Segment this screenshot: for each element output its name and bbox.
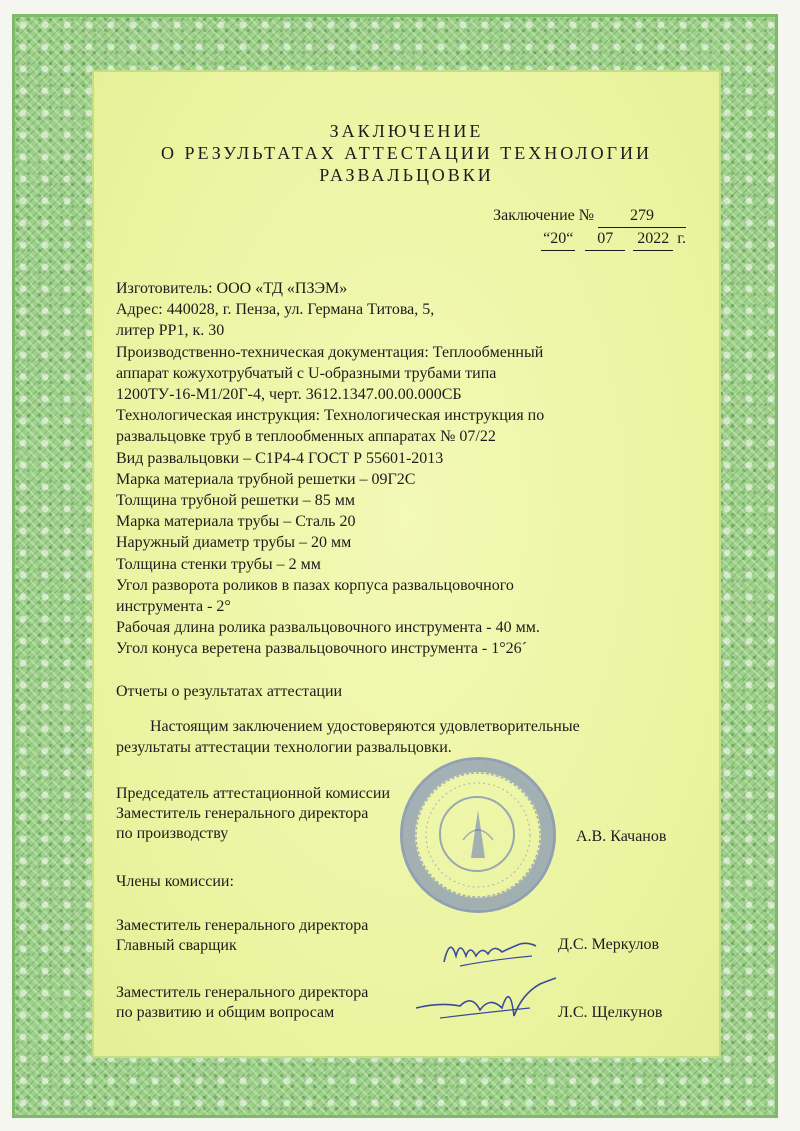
member2-title xyxy=(116,983,368,1023)
detail-line: Угол конуса веретена развальцовочного инструмента - 1°26´ xyxy=(116,640,527,658)
detail-line: Изготовитель: ООО «ТД «ПЗЭМ» xyxy=(116,280,348,297)
member1-name: Д.С. Меркулов xyxy=(558,936,660,953)
chair-name: А.В. Качанов xyxy=(576,828,667,845)
seal-core xyxy=(439,796,515,872)
conclusion-month: 07 xyxy=(585,228,625,251)
detail-line: Адрес: 440028, г. Пенза, ул. Германа Титова, 5, xyxy=(116,301,435,319)
title-line-3: РАЗВАЛЬЦОВКИ xyxy=(319,165,494,185)
detail-line: инструмента - 2° xyxy=(116,598,231,616)
detail-line: Вид развальцовки – С1Р4-4 ГОСТ Р 55601-2013 xyxy=(116,449,444,467)
detail-line: развальцовке труб в теплообменных аппаратах № 07/22 xyxy=(116,428,496,446)
details-block xyxy=(116,278,696,660)
detail-line: Толщина трубной решетки – 85 мм xyxy=(116,492,356,510)
member1-title xyxy=(116,916,368,956)
member1-title-line-1: Заместитель генерального директора xyxy=(116,917,369,934)
title-line-1: ЗАКЛЮЧЕНИЕ xyxy=(329,121,484,141)
conclusion-label: Заключение № xyxy=(493,207,594,224)
chair-title-line-2: Заместитель генерального директора xyxy=(116,805,369,822)
detail-line: литер РР1, к. 30 xyxy=(116,322,225,340)
detail-line: Наружный диаметр трубы – 20 мм xyxy=(116,534,352,552)
detail-line: Угол разворота роликов в пазах корпуса развальцовочного xyxy=(116,576,514,594)
member1-title-line-2: Главный сварщик xyxy=(116,937,237,954)
detail-line: Производственно-техническая документация: Теплообменный xyxy=(116,343,544,361)
signature-icon xyxy=(410,974,560,1034)
signature-icon xyxy=(440,926,540,972)
chair-title-line-1: Председатель аттестационной комиссии xyxy=(116,785,391,802)
chair-title-line-3: по производству xyxy=(116,825,229,842)
detail-line: 1200ТУ-16-М1/20Г-4, черт. 3612.1347.00.00.000СБ xyxy=(116,386,462,404)
certification-line-1: Настоящим заключением удостоверяются удовлетворительные xyxy=(150,718,580,735)
title-line-2: О РЕЗУЛЬТАТАХ АТТЕСТАЦИИ ТЕХНОЛОГИИ xyxy=(160,143,652,163)
conclusion-day: “20“ xyxy=(541,228,575,251)
detail-line: аппарат кожухотрубчатый с U-образными трубами типа xyxy=(116,364,497,382)
detail-line: Толщина стенки трубы – 2 мм xyxy=(116,555,321,573)
reports-label: Отчеты о результатах аттестации xyxy=(116,683,343,700)
members-label: Члены комиссии: xyxy=(116,873,234,890)
conclusion-year: 2022 xyxy=(633,228,673,251)
conclusion-year-suffix: г. xyxy=(677,230,686,247)
member2-name: Л.С. Щелкунов xyxy=(558,1004,663,1021)
conclusion-header xyxy=(493,205,686,251)
detail-line: Марка материала трубы – Сталь 20 xyxy=(116,513,356,531)
member2-title-line-2: по развитию и общим вопросам xyxy=(116,1004,335,1021)
chair-title xyxy=(116,784,390,844)
conclusion-number: 279 xyxy=(598,205,686,228)
member2-title-line-1: Заместитель генерального директора xyxy=(116,984,369,1001)
round-seal-stamp xyxy=(400,757,556,913)
detail-line: Марка материала трубной решетки – 09Г2С xyxy=(116,470,416,488)
detail-line: Технологическая инструкция: Технологическая инструкция по xyxy=(116,407,545,425)
certification-statement xyxy=(116,716,696,758)
detail-line: Рабочая длина ролика развальцовочного инструмента - 40 мм. xyxy=(116,619,540,637)
certification-line-2: результаты аттестации технологии развальцовки. xyxy=(116,739,452,756)
